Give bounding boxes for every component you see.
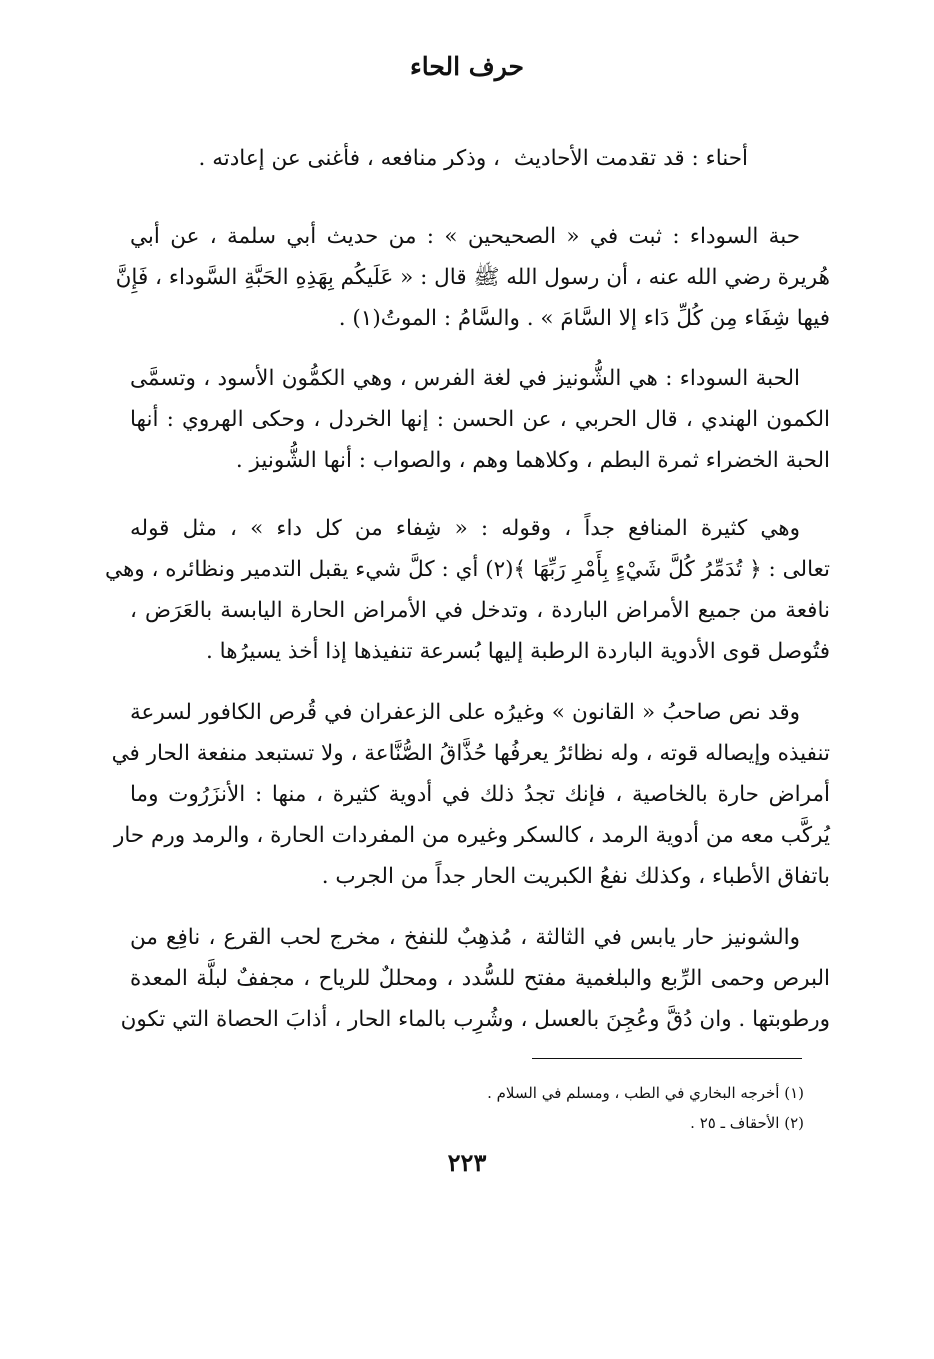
- footnote-2: (٢) الأحقاف ـ ٢٥ .: [690, 1114, 804, 1132]
- text-line: باتفاق الأطباء ، وكذلك نفعُ الكبريت الحار جداً من الجرب .: [321, 864, 830, 889]
- text-line: الكمون الهندي ، قال الحربي ، عن الحسن : إنها الخردل ، وحكى الهروي : أنها: [130, 407, 830, 432]
- text-line: تعالى : ﴿ تُدَمِّرُ كُلَّ شَيْءٍ بِأَمْرِ رَبِّهَا ﴾(٢) أي : كلَّ شيء يقبل التدمير ونظائره ، وهي: [105, 557, 830, 582]
- paragraph-shuniz-definition: [130, 358, 830, 481]
- entry-ahna-text-end: ، وذكر منافعه ، فأغنى عن إعادته .: [198, 146, 500, 171]
- text-line: الحبة السوداء : هي الشُّونيز في لغة الفرس ، وهي الكمُّون الأسود ، وتسمَّى: [130, 366, 800, 391]
- paragraph-habbat-sawda: [115, 216, 830, 339]
- text-line: يُركَّب معه من أدوية الرمد ، كالسكر وغيره من المفردات الحارة ، والرمد ورم حار: [113, 823, 830, 848]
- text-line: وهي كثيرة المنافع جداً ، وقوله : « شِفاء من كل داء » ، مثل قوله: [130, 516, 800, 541]
- text-line: تنفيذه وإيصاله قوته ، وله نظائرُ يعرفُها حُذَّاقُ الصُّنَّاعة ، ولا تستبعد منفعة الحار في: [111, 741, 830, 766]
- entry-ahna: [130, 143, 830, 177]
- text-line: أمراض حارة بالخاصية ، فإنك تجدُ ذلك في أدوية كثيرة ، منها : الأنزَرُوت وما: [130, 782, 830, 807]
- text-line: حبة السوداء : ثبت في « الصحيحين » : من حديث أبي سلمة ، عن أبي: [130, 224, 800, 249]
- text-line: ورطوبتها . وان دُقَّ وعُجِنَ بالعسل ، وشُرِب بالماء الحار ، أذابَ الحصاة التي تكون: [120, 1007, 830, 1032]
- text-line: وقد نص صاحبُ « القانون » وغيرُه على الزعفران في قُرص الكافور لسرعة: [130, 700, 800, 725]
- page-number: ٢٢٣: [447, 1148, 487, 1177]
- entry-ahna-text-start: أحناء : قد تقدمت الأحاديث: [513, 146, 748, 171]
- footnotes: [204, 1078, 804, 1138]
- footnote-1: (١) أخرجه البخاري في الطب ، ومسلم في السلام .: [487, 1084, 804, 1102]
- text-line: هُريرة رضي الله عنه ، أن رسول الله ﷺ قال : « عَلَيكُم بِهَذِهِ الحَبَّةِ السَّوداء ، فَإِنَّ: [115, 265, 830, 290]
- footnote-divider: [532, 1058, 802, 1059]
- text-line: فتُوصل قوى الأدوية الباردة الرطبة إليها بُسرعة تنفيذها إذا أخذ يسيرُها .: [206, 639, 830, 664]
- paragraph-benefits: [105, 508, 830, 672]
- text-line: فيها شِفَاء مِن كُلِّ دَاء إلا السَّامَ » . والسَّامُ : الموتُ(١) .: [338, 306, 830, 331]
- paragraph-qanun: [111, 692, 830, 897]
- text-line: البرص وحمى الرِّبع والبلغمية مفتح للسُّدد ، ومحللٌ للرياح ، مجففٌ لبلَّة المعدة: [130, 966, 830, 991]
- text-line: الحبة الخضراء ثمرة البطم ، وكلاهما وهم ، والصواب : أنها الشُّونيز .: [235, 448, 830, 473]
- paragraph-shuniz-properties: [120, 917, 830, 1040]
- text-line: والشونيز حار يابس في الثالثة ، مُذهِبٌ للنفخ ، مخرج لحب القرع ، نافِع من: [130, 925, 800, 950]
- running-header: حرف الحاء: [410, 52, 524, 81]
- text-line: نافعة من جميع الأمراض الباردة ، وتدخل في الأمراض الحارة اليابسة بالعَرَض ،: [130, 598, 830, 623]
